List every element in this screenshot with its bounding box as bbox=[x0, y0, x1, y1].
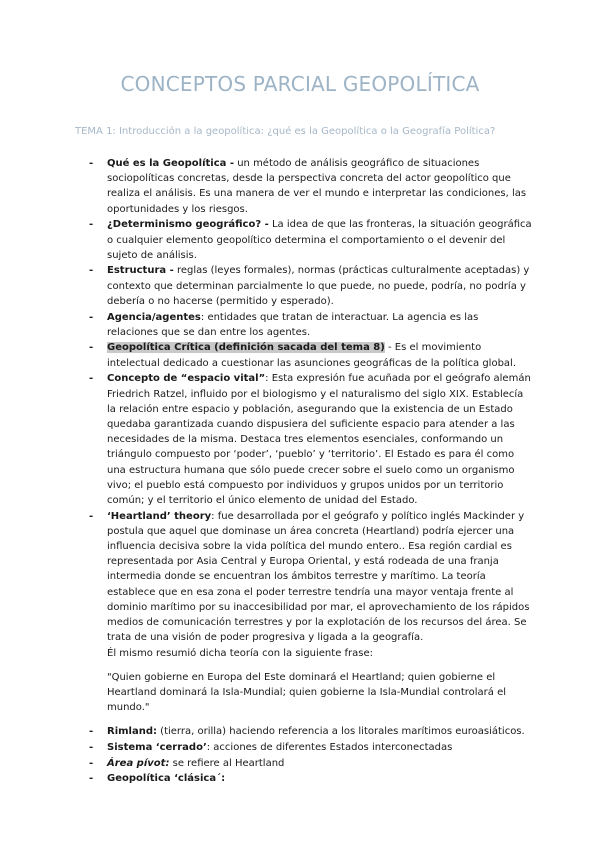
concept-term: Agencia/agentes bbox=[107, 311, 201, 323]
list-item bbox=[89, 724, 532, 739]
concept-definition: un método de análisis geográfico de situaciones sociopolíticas concretas, desde la perspectiva concreta del actor geopolítico que realiza el análisis. Es una manera de ver el mundo e interpretar las condiciones, las oportunidades y los riesgos. bbox=[107, 158, 527, 215]
bullet-dash: - bbox=[89, 742, 94, 754]
concept-list bbox=[89, 156, 532, 787]
bullet-dash: - bbox=[89, 265, 94, 277]
bullet-dash: - bbox=[89, 726, 94, 738]
list-item bbox=[89, 263, 532, 309]
bullet-dash: - bbox=[89, 510, 94, 522]
concept-definition: : entidades que tratan de interactuar. La agencia es las relaciones que se dan entre los agentes. bbox=[107, 311, 479, 338]
bullet-dash: - bbox=[89, 757, 94, 769]
list-item bbox=[89, 371, 532, 508]
concept-definition: La idea de que las fronteras, la situación geográfica o cualquier elemento geopolítico determina el comportamiento o el devenir del sujeto de análisis. bbox=[107, 219, 532, 261]
concept-definition: - Es el movimiento intelectual dedicado a cuestionar las asunciones geográficas de la política global. bbox=[107, 342, 517, 369]
concept-term: Sistema ‘cerrado’ bbox=[107, 742, 207, 754]
concept-definition: : Esta expresión fue acuñada por el geógrafo alemán Friedrich Ratzel, influido por el biologismo y el naturalismo del siglo XIX. Establecía la relación entre espacio y población, asegurando que la existencia de un Estado quedaba garantizada cuando dispusiera del suficiente espacio para atender a las necesidades de la misma. Destaca tres elementos esenciales, conformando un triángulo compuesto por ‘poder’, ‘pueblo’ y ‘territorio’. El Estado es para él como una estructura humana que sólo puede crecer sobre el suelo como un organismo vivo; el pueblo está compuesto por individuos y grupos unidos por un territorio común; y el territorio el único elemento de unidad del Estado. bbox=[107, 373, 531, 506]
concept-term: ‘Heartland’ theory bbox=[107, 510, 212, 522]
list-item bbox=[89, 509, 532, 716]
bullet-dash: - bbox=[89, 219, 94, 231]
list-item bbox=[89, 340, 532, 370]
concept-term: Estructura - bbox=[107, 265, 174, 277]
bullet-dash: - bbox=[89, 158, 94, 169]
bullet-dash: - bbox=[89, 311, 94, 323]
list-item bbox=[89, 217, 532, 263]
concept-definition: : fue desarrollada por el geógrafo y político inglés Mackinder y postula que aquel que dominase un área concreta (Heartland) podría ejercer una influencia decisiva sobre la vida política del mundo entero.. Esa región cardial es representada por Asia Central y Europa Oriental, y está rodeada de una franja intermedia donde se encuentran los ámbitos terrestre y marítimo. La teoría establece que en esa zona el poder terrestre tendría una mayor ventaja frente al dominio marítimo por su inaccesibilidad por mar, el aprovechamiento de los rápidos medios de comunicación terrestres y por la explotación de los recursos del área. Se trata de una visión de poder progresiva y ligada a la geografía. bbox=[107, 510, 530, 644]
document-title: CONCEPTOS PARCIAL GEOPOLÍTICA bbox=[120, 72, 480, 96]
bullet-dash: - bbox=[89, 342, 94, 354]
concept-term: Concepto de “espacio vital” bbox=[107, 373, 266, 385]
list-item bbox=[89, 771, 532, 786]
concept-term: ¿Determinismo geográfico? - bbox=[107, 219, 269, 231]
concept-definition: se refiere al Heartland bbox=[169, 757, 285, 769]
concept-term: Geopolítica ‘clásica´: bbox=[107, 773, 226, 785]
concept-term: Área pívot: bbox=[107, 757, 170, 769]
list-item bbox=[89, 156, 532, 217]
quote-intro: Él mismo resumió dicha teoría con la siguiente frase: bbox=[107, 647, 374, 659]
concept-definition: (tierra, orilla) haciendo referencia a los litorales marítimos euroasiáticos. bbox=[157, 726, 525, 738]
list-item bbox=[89, 740, 532, 755]
concept-definition: reglas (leyes formales), normas (prácticas culturalmente aceptadas) y contexto que determinan parcialmente lo que puede, no puede, podría, no podría y debería o no hacerse (permitido y esperado). bbox=[107, 265, 530, 307]
list-item bbox=[89, 756, 532, 771]
topic-subtitle: TEMA 1: Introducción a la geopolítica: ¿qué es la Geopolítica o la Geografía Política? bbox=[75, 126, 496, 137]
bullet-dash: - bbox=[89, 373, 94, 385]
mackinder-quote: "Quien gobierne en Europa del Este dominará el Heartland; quien gobierne el Heartland dominará la Isla-Mundial; quien gobierne la Isla-Mundial controlará el mundo." bbox=[107, 671, 507, 714]
bullet-dash: - bbox=[89, 773, 94, 785]
concept-term: Rimland: bbox=[107, 726, 157, 738]
concept-definition: : acciones de diferentes Estados interconectadas bbox=[206, 742, 453, 754]
concept-term-highlighted: Geopolítica Crítica (definición sacada del tema 8) bbox=[107, 342, 385, 354]
concept-term: Qué es la Geopolítica - bbox=[107, 158, 235, 169]
list-item bbox=[89, 310, 532, 340]
